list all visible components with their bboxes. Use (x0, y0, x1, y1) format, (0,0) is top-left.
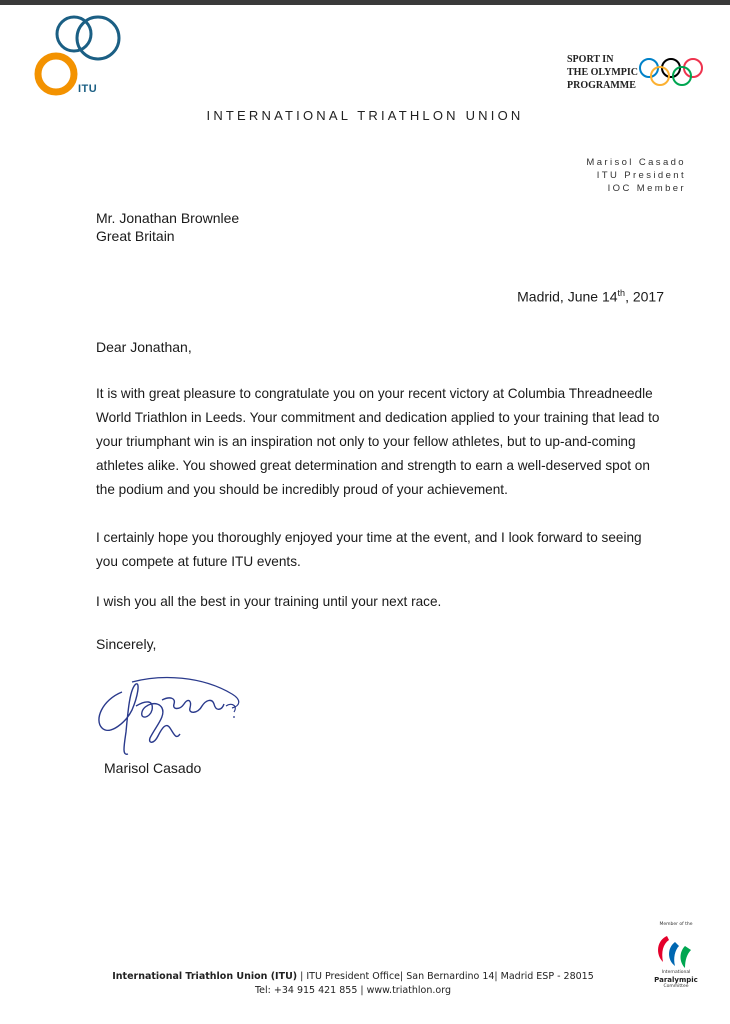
recipient-name: Mr. Jonathan Brownlee (96, 210, 240, 226)
sender-role: IOC Member (607, 183, 686, 194)
body-paragraph: I wish you all the best in your training until your next race. (96, 594, 442, 609)
olympic-programme-text (567, 53, 647, 92)
sender-name: Marisol Casado (586, 157, 686, 168)
footer-org-name: International Triathlon Union (ITU) (112, 971, 298, 982)
sender-block (586, 156, 686, 195)
footer-address: | ITU President Office| San Bernardino 14| Madrid ESP - 28015 (297, 971, 594, 982)
paralympic-committee-text: Committee (663, 984, 689, 989)
date-prefix: Madrid, June 14 (517, 288, 618, 305)
footer-address-line (0, 971, 718, 982)
body-paragraph: I certainly hope you thoroughly enjoyed your time at the event, and I look forward to seeing you compete at future ITU events. (96, 530, 642, 569)
top-edge-strip (0, 0, 730, 5)
recipient-block (96, 209, 239, 245)
recipient-country: Great Britain (96, 228, 175, 244)
paralympic-member-text: Member of the (659, 922, 693, 927)
date-suffix: th (617, 288, 626, 298)
letter-date (517, 288, 664, 305)
olympic-text-line: PROGRAMME (567, 80, 636, 91)
sender-title: ITU President (596, 170, 686, 181)
closing: Sincerely, (96, 636, 157, 652)
olympic-rings-icon (638, 56, 706, 90)
paralympic-agitos-icon (653, 930, 699, 970)
salutation: Dear Jonathan, (96, 339, 192, 355)
organization-heading: INTERNATIONAL TRIATHLON UNION (206, 108, 524, 123)
olympic-text-line: SPORT IN (567, 54, 614, 65)
date-year: , 2017 (625, 288, 664, 305)
itu-logo-text: ITU (78, 83, 98, 95)
paralympic-international-text: International (661, 970, 691, 975)
signer-name: Marisol Casado (104, 760, 202, 776)
footer-contact-line: Tel: +34 915 421 855 | www.triathlon.org (254, 985, 451, 996)
olympic-text-line: THE OLYMPIC (567, 67, 639, 78)
paralympic-name-text: Paralympic (654, 976, 698, 984)
body-paragraph: It is with great pleasure to congratulate you on your recent victory at Columbia Threadneedle World Triathlon in Leeds. Your commitment and dedication applied to your training that lead to your triumphant win is an inspiration not only to your fellow athletes, but to up-and-coming athletes alike. You showed great determination and strength to earn a well-deserved spot on the podium and you should be incredibly proud of your achievement. (96, 386, 660, 497)
handwritten-signature (92, 670, 252, 760)
